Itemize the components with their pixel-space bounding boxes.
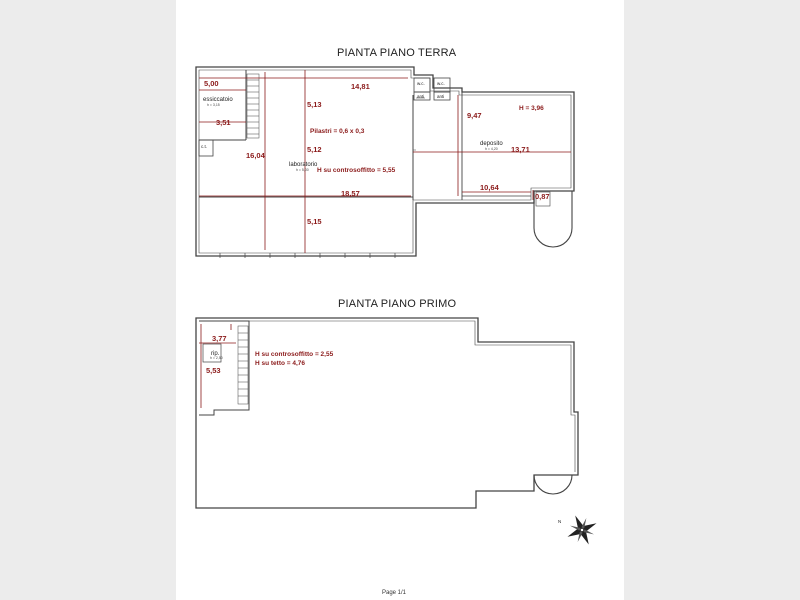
- dim-5-00: 5,00: [204, 79, 219, 88]
- ground-floor-plan: [196, 67, 574, 258]
- room-deposito: deposito: [480, 141, 503, 147]
- note-h-controsoffitto-ground: H su controsoffitto = 5,55: [317, 167, 396, 174]
- dim-13-71: 13,71: [511, 145, 530, 154]
- ground-stair: [247, 74, 259, 138]
- room-wc-1: w.c.: [417, 81, 425, 86]
- note-h-controsoffitto-first: H su controsoffitto = 2,55: [255, 351, 334, 358]
- room-laboratorio: laboratorio: [289, 162, 318, 168]
- room-laboratorio-height: h = 5,00: [296, 168, 309, 172]
- dim-16-04: 16,04: [246, 151, 265, 160]
- dim-3-77: 3,77: [212, 334, 227, 343]
- ground-floor-title: PIANTA PIANO TERRA: [337, 47, 457, 59]
- room-essiccatoio-height: h = 3,15: [207, 103, 220, 107]
- first-rounded-bay: [534, 475, 572, 494]
- first-floor-plan: [196, 318, 578, 508]
- room-wc-2: w.c.: [437, 81, 445, 86]
- room-deposito-height: h = 4,20: [485, 147, 498, 151]
- dim-9-47: 9,47: [467, 111, 482, 120]
- ground-floor-inner-wall: [199, 70, 571, 253]
- dim-5-15: 5,15: [307, 217, 322, 226]
- room-anti-2: anti: [437, 94, 445, 99]
- dim-3-51: 3,51: [216, 118, 231, 127]
- first-floor-inner-wall: [199, 321, 575, 472]
- ground-floor-main-wall: [196, 67, 574, 256]
- note-h-deposito: H = 3,96: [519, 105, 544, 112]
- room-essiccatoio: essiccatoio: [203, 97, 233, 103]
- dim-5-53: 5,53: [206, 366, 221, 375]
- laboratorio-wall-opening: [413, 98, 425, 150]
- room-rip: rip.: [211, 351, 220, 357]
- dim-5-13: 5,13: [307, 100, 322, 109]
- dim-14-81: 14,81: [351, 82, 370, 91]
- dim-10-64: 10,64: [480, 183, 499, 192]
- first-floor-outline: [196, 318, 578, 508]
- room-rip-height: h = 2,50: [210, 356, 223, 360]
- note-pilastri: Pilastri = 0,6 x 0,3: [310, 128, 365, 135]
- note-h-tetto: H su tetto = 4,76: [255, 360, 306, 367]
- room-ct: c.t.: [201, 144, 208, 149]
- first-floor-stair: [238, 326, 248, 404]
- compass-rose-icon: [561, 509, 604, 552]
- ground-dimension-lines: [199, 70, 571, 253]
- dim-18-57: 18,57: [341, 189, 360, 198]
- compass-north-label: N: [558, 519, 562, 524]
- dim-0-87: 0,87: [535, 192, 550, 201]
- dim-5-12: 5,12: [307, 145, 322, 154]
- page-footer: Page 1/1: [382, 590, 407, 596]
- first-floor-title: PIANTA PIANO PRIMO: [338, 298, 457, 310]
- room-anti-1: anti: [417, 94, 425, 99]
